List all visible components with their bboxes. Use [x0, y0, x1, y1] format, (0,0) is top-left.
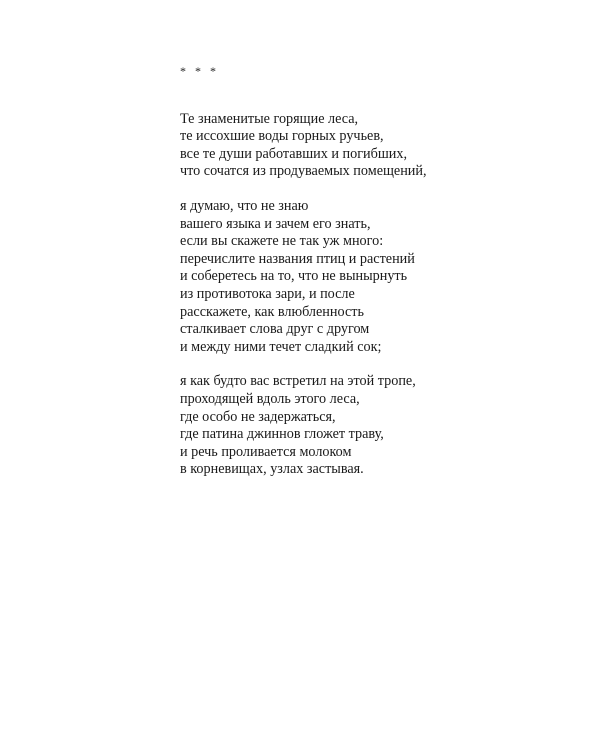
poem-line: сталкивает слова друг с другом [180, 321, 370, 338]
poem-line: и между ними течет сладкий сок; [180, 338, 382, 355]
poem-line: что сочатся из продуваемых помещений, [180, 163, 427, 180]
poem-line: я как будто вас встретил на этой тропе, [180, 373, 416, 390]
stanza-3 [180, 373, 580, 479]
stanza-2 [180, 198, 580, 356]
poem-line: я думаю, что не знаю [180, 197, 309, 214]
poem-line: расскажете, как влюбленность [180, 303, 364, 320]
poem-line: Те знаменитые горящие леса, [180, 110, 359, 127]
poem-line: те иссохшие воды горных ручьев, [180, 128, 384, 145]
poem-line: если вы скажете не так уж много: [180, 233, 384, 250]
section-separator: * * * [180, 64, 219, 78]
poem-line: все те души работавших и погибших, [180, 145, 408, 162]
poem-line: в корневищах, узлах застывая. [180, 461, 364, 478]
poem-line: из противотока зари, и после [180, 285, 355, 302]
poem-line: проходящей вдоль этого леса, [180, 390, 360, 407]
poem-line: и соберетесь на то, что не вынырнуть [180, 268, 408, 285]
poem-line: где особо не задержаться, [180, 408, 336, 425]
poem-line: где патина джиннов гложет траву, [180, 426, 384, 443]
poem-line: перечислите названия птиц и растений [180, 250, 415, 267]
poem-line: вашего языка и зачем его знать, [180, 215, 371, 232]
stanza-1 [180, 111, 580, 181]
poem-line: и речь проливается молоком [180, 443, 352, 460]
poem [180, 63, 580, 496]
